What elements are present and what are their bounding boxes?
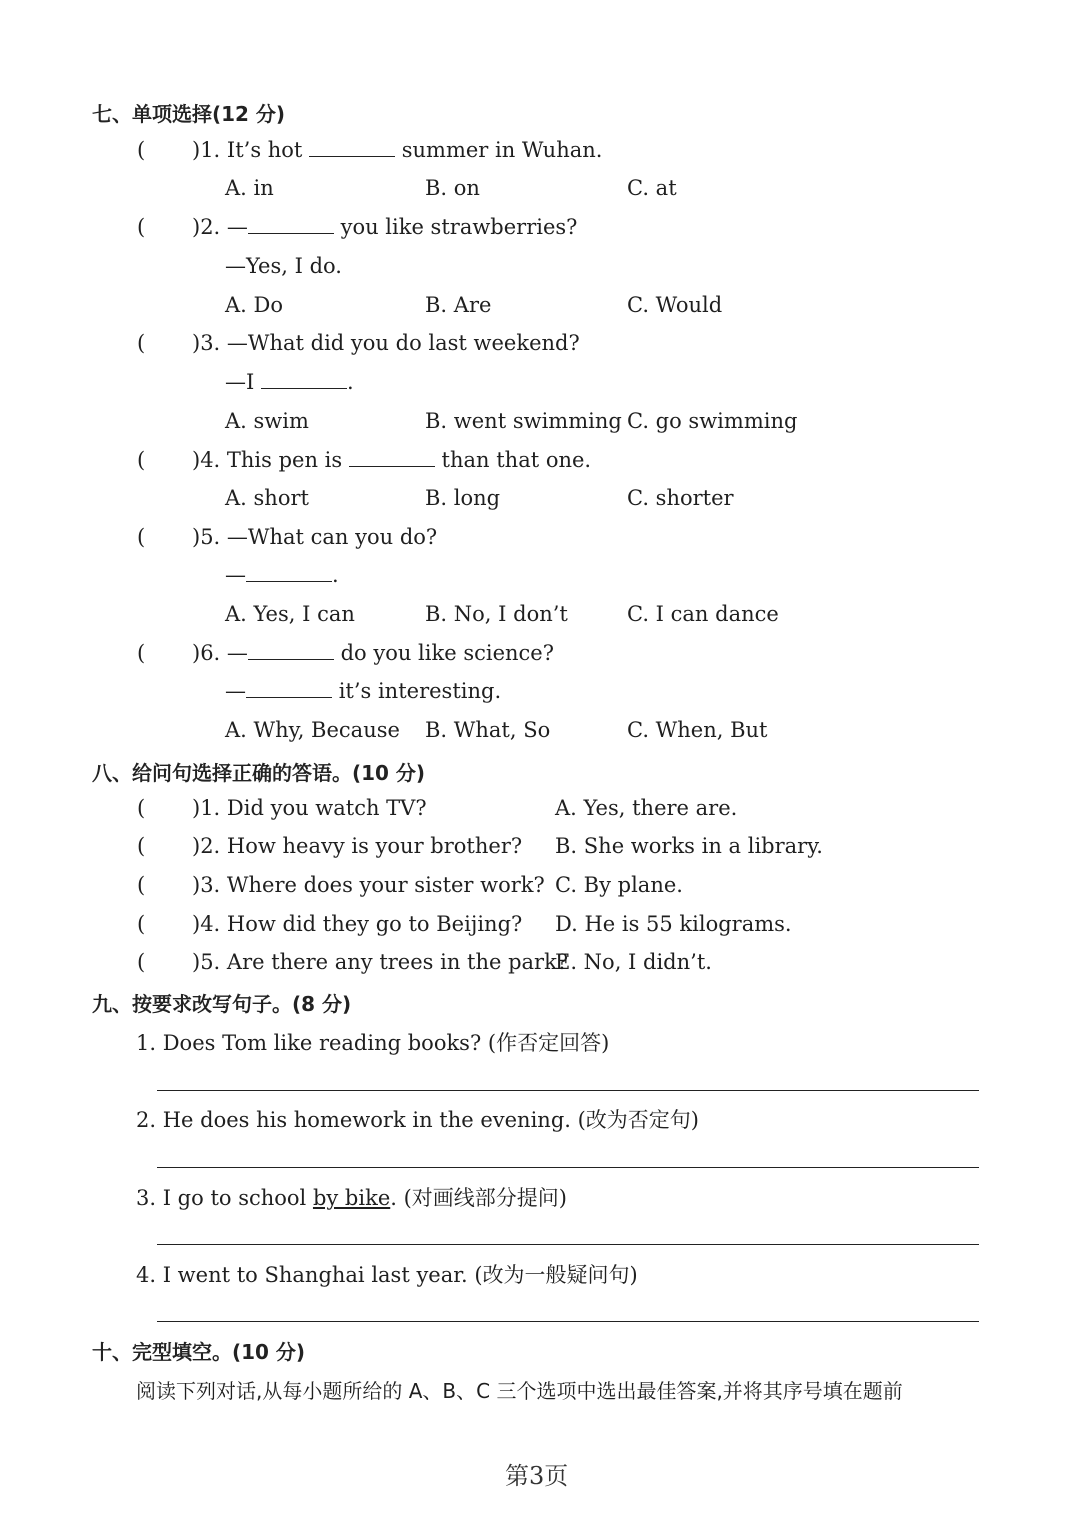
rewrite-3-prompt: 3. I go to school by bike. (对画线部分提问) [136,1186,567,1210]
answer-blank[interactable] [246,563,332,582]
q8-option-a: A. Yes, there are. [555,796,738,820]
q8-3-question: )3. Where does your sister work? [192,873,545,897]
page-number: 第3页 [505,1462,569,1490]
q8-option-e: E. No, I didn’t. [555,950,712,974]
q7-3-reply: —I . [225,370,354,394]
q7-4-option-c: C. shorter [627,486,734,510]
rewrite-1-answer-line[interactable] [157,1090,979,1091]
section-7-heading: 七、单项选择(12 分) [92,102,286,126]
q7-2-question: )2. — you like strawberries? [192,215,578,239]
q7-1-option-b: B. on [425,176,480,200]
q8-option-c: C. By plane. [555,873,683,897]
q7-3-paren: ( [137,331,146,355]
q8-4-paren: ( [137,912,146,936]
q7-2-option-b: B. Are [425,293,492,317]
q7-6-question: )6. — do you like science? [192,641,554,665]
q7-6-option-a: A. Why, Because [225,718,400,742]
answer-blank[interactable] [349,448,435,467]
q8-2-question: )2. How heavy is your brother? [192,834,523,858]
answer-blank[interactable] [246,679,332,698]
section-8-heading: 八、给问句选择正确的答语。(10 分) [92,761,426,785]
q8-option-d: D. He is 55 kilograms. [555,912,792,936]
underlined-phrase: by bike [312,1186,391,1210]
q7-6-option-b: B. What, So [425,718,551,742]
rewrite-2-answer-line[interactable] [157,1167,979,1168]
q7-2-paren: ( [137,215,146,239]
q8-5-question: )5. Are there any trees in the park? [192,950,569,974]
q7-1-option-a: A. in [225,176,274,200]
q7-4-paren: ( [137,448,146,472]
answer-blank[interactable] [248,641,334,660]
q7-6-reply: — it’s interesting. [225,679,502,703]
q7-4-option-a: A. short [225,486,309,510]
q7-5-reply: — . [225,563,339,587]
q7-5-paren: ( [137,525,146,549]
q8-2-paren: ( [137,834,146,858]
q7-3-option-b: B. went swimming [425,409,622,433]
q8-1-paren: ( [137,796,146,820]
rewrite-1-prompt: 1. Does Tom like reading books? (作否定回答) [136,1031,610,1055]
rewrite-3-answer-line[interactable] [157,1244,979,1245]
rewrite-4-answer-line[interactable] [157,1321,979,1322]
q8-4-question: )4. How did they go to Beijing? [192,912,523,936]
rewrite-4-prompt: 4. I went to Shanghai last year. (改为一般疑问句) [136,1263,638,1287]
q7-5-option-c: C. I can dance [627,602,779,626]
q7-2-option-a: A. Do [225,293,283,317]
q7-4-question: )4. This pen is than that one. [192,448,592,472]
q7-6-paren: ( [137,641,146,665]
q8-3-paren: ( [137,873,146,897]
answer-blank[interactable] [248,215,334,234]
q7-1-paren: ( [137,138,146,162]
section-10-heading: 十、完型填空。(10 分) [92,1340,306,1364]
q7-3-question: )3. —What did you do last weekend? [192,331,580,355]
q7-1-question: )1. It’s hot summer in Wuhan. [192,138,603,162]
section-10-instruction: 阅读下列对话,从每小题所给的 A、B、C 三个选项中选出最佳答案,并将其序号填在题前 [136,1379,903,1403]
section-9-heading: 九、按要求改写句子。(8 分) [92,992,352,1016]
rewrite-2-prompt: 2. He does his homework in the evening. (改为否定句) [136,1108,700,1132]
answer-blank[interactable] [261,370,347,389]
q7-5-option-b: B. No, I don’t [425,602,568,626]
q7-4-option-b: B. long [425,486,501,510]
q8-5-paren: ( [137,950,146,974]
answer-blank[interactable] [309,138,395,157]
q7-1-option-c: C. at [627,176,677,200]
q7-2-option-c: C. Would [627,293,723,317]
q7-5-option-a: A. Yes, I can [225,602,355,626]
q8-option-b: B. She works in a library. [555,834,823,858]
q8-1-question: )1. Did you watch TV? [192,796,427,820]
q7-6-option-c: C. When, But [627,718,768,742]
q7-3-option-c: C. go swimming [627,409,798,433]
q7-3-option-a: A. swim [225,409,309,433]
q7-5-question: )5. —What can you do? [192,525,438,549]
q7-2-reply: —Yes, I do. [225,254,342,278]
